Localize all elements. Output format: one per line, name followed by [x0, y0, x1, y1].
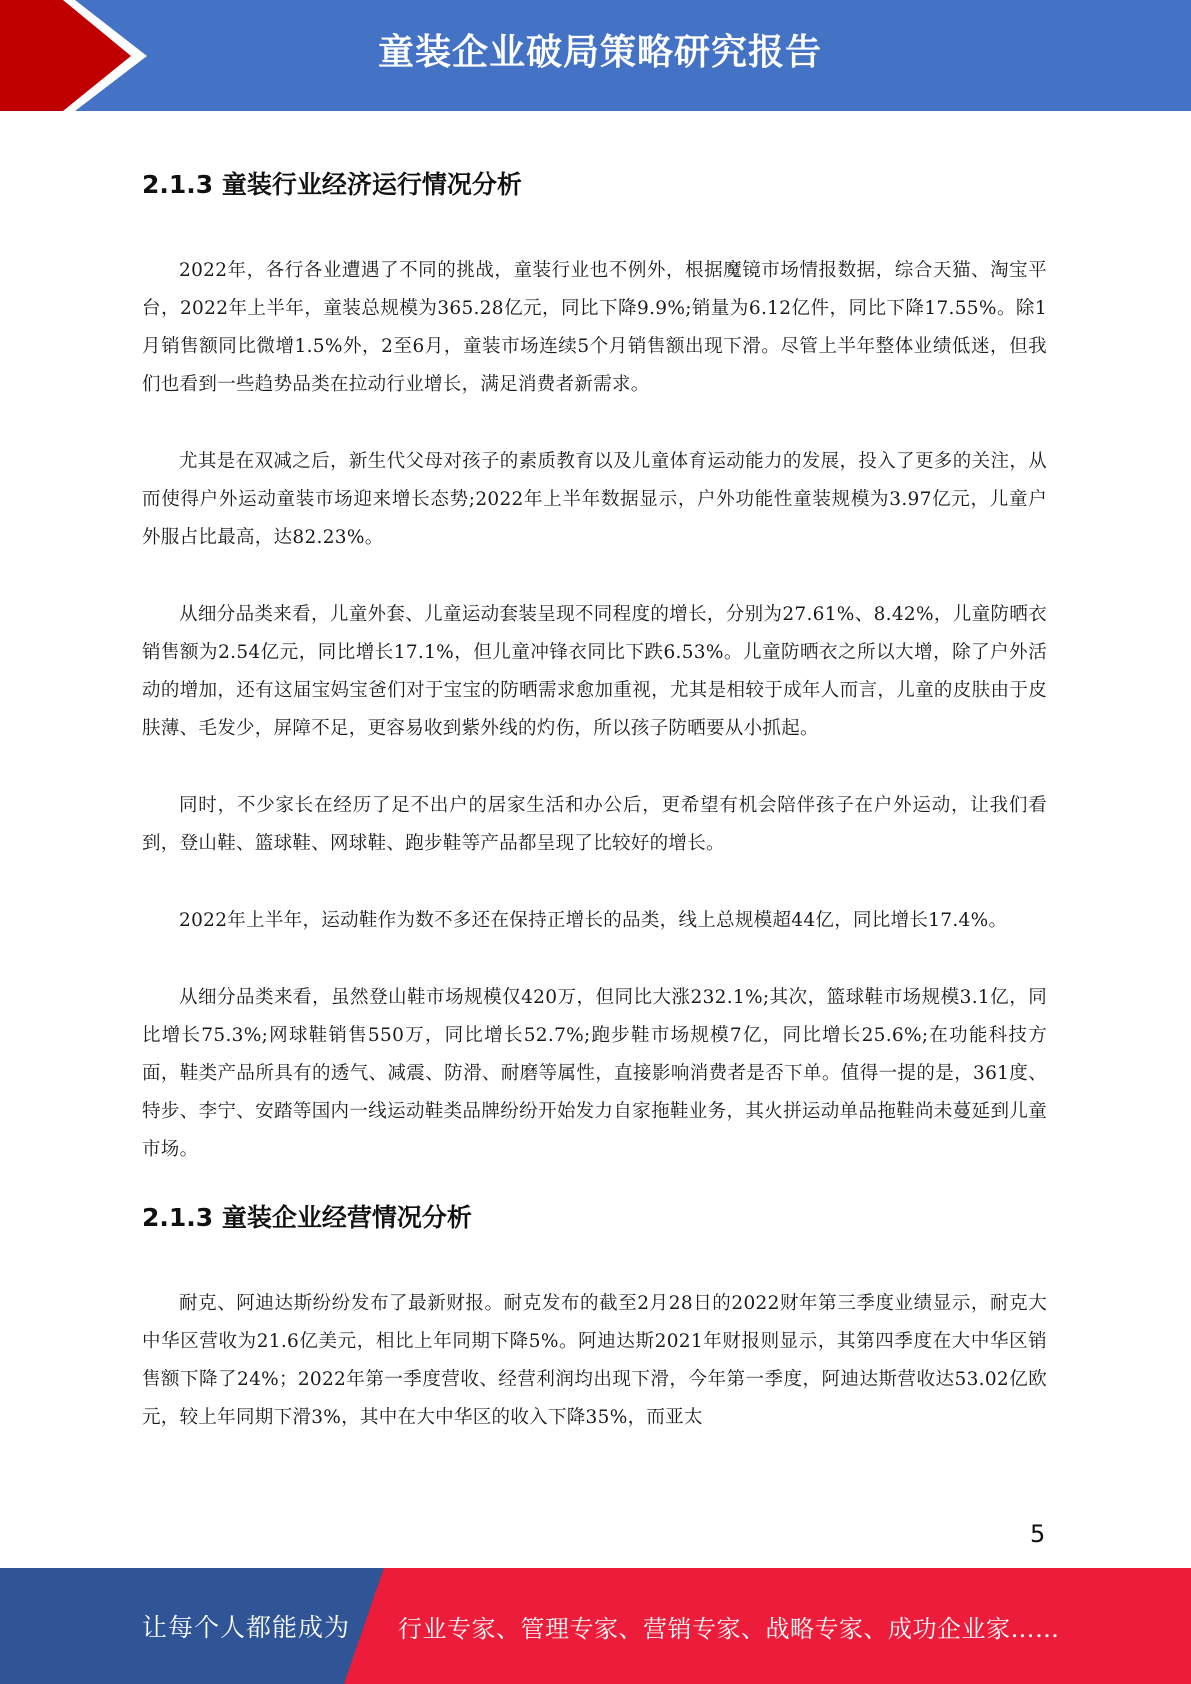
footer-slogan-right: 行业专家、管理专家、营销专家、战略专家、成功企业家…… — [398, 1615, 1060, 1643]
footer-slogan-left: 让每个人都能成为 — [142, 1613, 351, 1642]
section-heading: 2.1.3 童装行业经济运行情况分析 — [142, 170, 522, 199]
paragraph: 从细分品类来看，虽然登山鞋市场规模仅420万，但同比大涨232.1%;其次，篮球鞋市场规模3.1亿，同比增长75.3%;网球鞋销售550万，同比增长52.7%;跑步鞋市场规模7亿，同比增长25.6%;在功能科技方面，鞋类产品所具有的透气、减震、防滑、耐磨等属性，直接影响消费者是否下单。值得一提的是，361度、特步、李宁、安踏等国内一线运动鞋类品牌纷纷开始发力自家拖鞋业务，其火拼运动单品拖鞋尚未蔓延到儿童市场。 — [142, 987, 1047, 1160]
paragraph: 同时，不少家长在经历了足不出户的居家生活和办公后，更希望有机会陪伴孩子在户外运动，让我们看到，登山鞋、篮球鞋、网球鞋、跑步鞋等产品都呈现了比较好的增长。 — [142, 795, 1047, 854]
report-title: 童装企业破局策略研究报告 — [377, 32, 822, 73]
section-heading: 2.1.3 童装企业经营情况分析 — [142, 1203, 472, 1232]
page-header — [0, 0, 1191, 111]
paragraph: 尤其是在双减之后，新生代父母对孩子的素质教育以及儿童体育运动能力的发展，投入了更多的关注，从而使得户外运动童装市场迎来增长态势;2022年上半年数据显示，户外功能性童装规模为3.97亿元，儿童户外服占比最高，达82.23%。 — [142, 451, 1047, 548]
page-number: 5 — [1030, 1520, 1046, 1548]
page-footer — [0, 1568, 1191, 1684]
paragraph: 2022年上半年，运动鞋作为数不多还在保持正增长的品类，线上总规模超44亿，同比增长17.4%。 — [179, 910, 1008, 931]
paragraph: 耐克、阿迪达斯纷纷发布了最新财报。耐克发布的截至2月28日的2022财年第三季度业绩显示，耐克大中华区营收为21.6亿美元，相比上年同期下降5%。阿迪达斯2021年财报则显示，其第四季度在大中华区销售额下降了24%；2022年第一季度营收、经营利润均出现下滑，今年第一季度，阿迪达斯营收达53.02亿欧元，较上年同期下滑3%，其中在大中华区的收入下降35%，而亚太 — [142, 1293, 1047, 1428]
paragraph: 2022年，各行各业遭遇了不同的挑战，童装行业也不例外，根据魔镜市场情报数据，综合天猫、淘宝平台，2022年上半年，童装总规模为365.28亿元，同比下降9.9%;销量为6.12亿件，同比下降17.55%。除1月销售额同比微增1.5%外，2至6月，童装市场连续5个月销售额出现下滑。尽管上半年整体业绩低迷，但我们也看到一些趋势品类在拉动行业增长，满足消费者新需求。 — [142, 260, 1047, 395]
page-content — [142, 166, 1047, 1437]
paragraph: 从细分品类来看，儿童外套、儿童运动套装呈现不同程度的增长，分别为27.61%、8.42%，儿童防晒衣销售额为2.54亿元，同比增长17.1%，但儿童冲锋衣同比下跌6.53%。儿童防晒衣之所以大增，除了户外活动的增加，还有这届宝妈宝爸们对于宝宝的防晒需求愈加重视，尤其是相较于成年人而言，儿童的皮肤由于皮肤薄、毛发少，屏障不足，更容易收到紫外线的灼伤，所以孩子防晒要从小抓起。 — [142, 604, 1047, 739]
